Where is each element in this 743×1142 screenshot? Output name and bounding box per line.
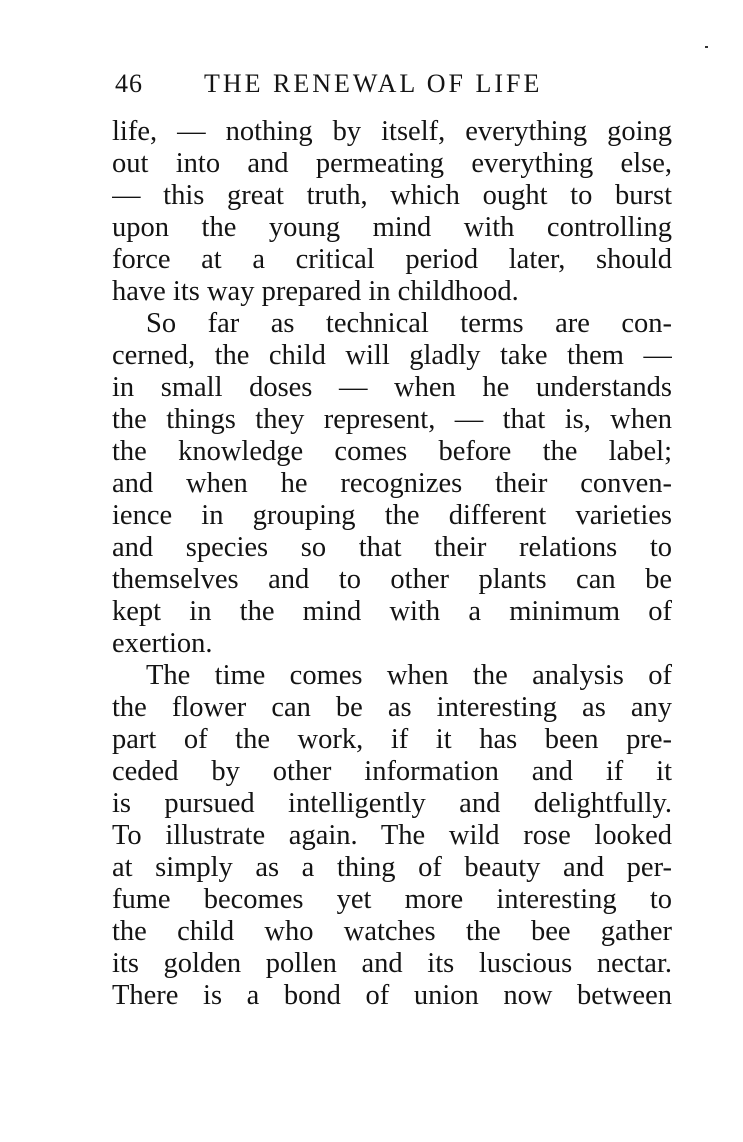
text-line: in small doses — when he understands bbox=[112, 372, 672, 403]
text-line: ience in grouping the different varieties bbox=[112, 500, 672, 531]
text-line: themselves and to other plants can be bbox=[112, 564, 672, 595]
text-line: To illustrate again. The wild rose looked bbox=[112, 820, 672, 851]
text-line: exertion. bbox=[112, 628, 213, 659]
text-line: life, — nothing by itself, everything going bbox=[112, 116, 672, 147]
text-line: out into and permeating everything else, bbox=[112, 148, 672, 179]
text-line: cerned, the child will gladly take them — bbox=[112, 340, 672, 371]
text-line: at simply as a thing of beauty and per- bbox=[112, 852, 672, 883]
paragraph-3 bbox=[112, 660, 672, 1012]
text-line: part of the work, if it has been pre- bbox=[112, 724, 672, 755]
paragraph-2 bbox=[112, 308, 672, 660]
text-line: the child who watches the bee gather bbox=[112, 916, 672, 947]
text-line: the flower can be as interesting as any bbox=[112, 692, 672, 723]
text-line: fume becomes yet more interesting to bbox=[112, 884, 672, 915]
body-text bbox=[112, 116, 672, 1012]
text-line: There is a bond of union now between bbox=[112, 980, 672, 1011]
text-line: is pursued intelligently and delightfully. bbox=[112, 788, 672, 819]
text-line: — this great truth, which ought to burst bbox=[112, 180, 672, 211]
text-line: So far as technical terms are con- bbox=[146, 308, 672, 339]
page-header bbox=[115, 69, 675, 105]
text-line: force at a critical period later, should bbox=[112, 244, 672, 275]
text-line: The time comes when the analysis of bbox=[146, 660, 672, 691]
text-line: and when he recognizes their conven- bbox=[112, 468, 672, 499]
text-line: have its way prepared in childhood. bbox=[112, 276, 519, 307]
text-line: its golden pollen and its luscious nectar. bbox=[112, 948, 672, 979]
ink-speck bbox=[705, 46, 708, 48]
running-title: THE RENEWAL OF LIFE bbox=[204, 69, 543, 98]
text-line: kept in the mind with a minimum of bbox=[112, 596, 672, 627]
text-line: upon the young mind with controlling bbox=[112, 212, 672, 243]
page-number: 46 bbox=[115, 69, 143, 98]
paragraph-1 bbox=[112, 116, 672, 308]
text-line: the things they represent, — that is, when bbox=[112, 404, 672, 435]
text-line: and species so that their relations to bbox=[112, 532, 672, 563]
text-line: ceded by other information and if it bbox=[112, 756, 672, 787]
text-line: the knowledge comes before the label; bbox=[112, 436, 672, 467]
